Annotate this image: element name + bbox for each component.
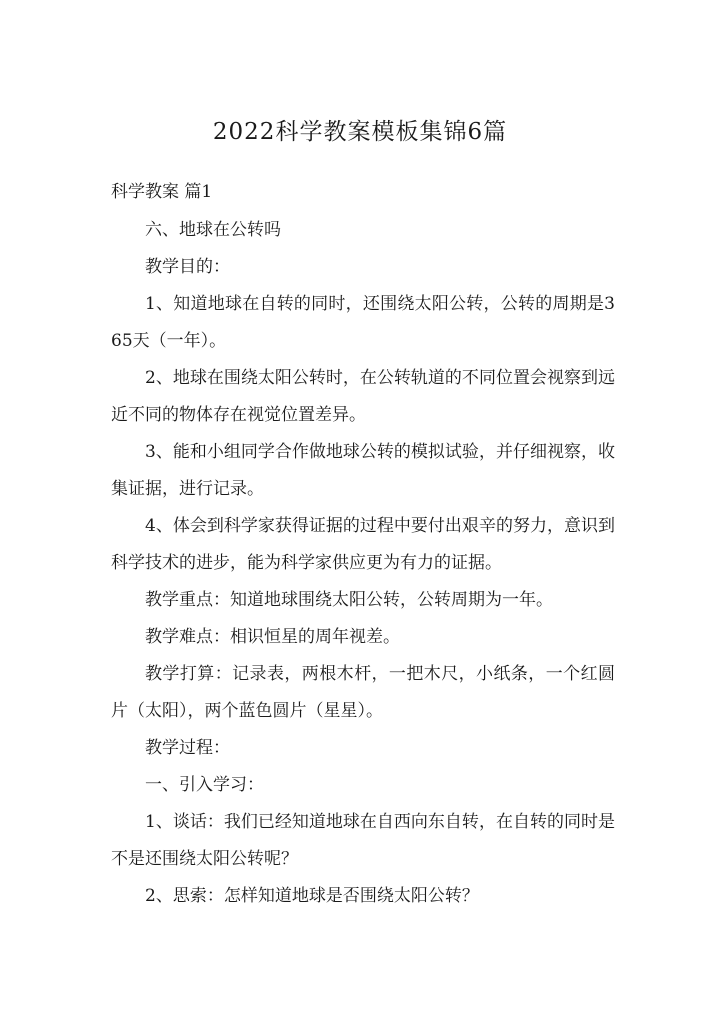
document-title: 2022科学教案模板集锦6篇	[212, 119, 508, 145]
paragraph: 2、思索：怎样知道地球是否围绕太阳公转？	[145, 886, 479, 906]
paragraph: 4、体会到科学家获得证据的过程中要付出艰辛的努力，意识到科学技术的进步，能为科学家供应更为有力的证据。	[111, 516, 615, 573]
paragraph: 六、地球在公转吗	[145, 220, 281, 240]
paragraph: 教学重点：知道地球围绕太阳公转，公转周期为一年。	[145, 590, 553, 610]
paragraph: 教学目的：	[145, 257, 230, 277]
paragraph: 1、谈话：我们已经知道地球在自西向东自转，在自转的同时是不是还围绕太阳公转呢？	[111, 812, 615, 869]
paragraph: 1、知道地球在自转的同时，还围绕太阳公转，公转的周期是365天（一年）。	[111, 294, 615, 351]
section-label: 科学教案 篇1	[111, 182, 213, 202]
document-body	[111, 212, 615, 915]
paragraph: 教学难点：相识恒星的周年视差。	[145, 627, 400, 647]
paragraph: 一、引入学习：	[145, 775, 264, 795]
paragraph: 教学打算：记录表，两根木杆，一把木尺，小纸条，一个红圆片（太阳），两个蓝色圆片（星星）。	[111, 664, 615, 721]
paragraph: 教学过程：	[145, 738, 230, 758]
paragraph: 3、能和小组同学合作做地球公转的模拟试验，并仔细视察，收集证据，进行记录。	[111, 442, 615, 499]
paragraph: 2、地球在围绕太阳公转时，在公转轨道的不同位置会视察到远近不同的物体存在视觉位置差异。	[111, 368, 615, 425]
